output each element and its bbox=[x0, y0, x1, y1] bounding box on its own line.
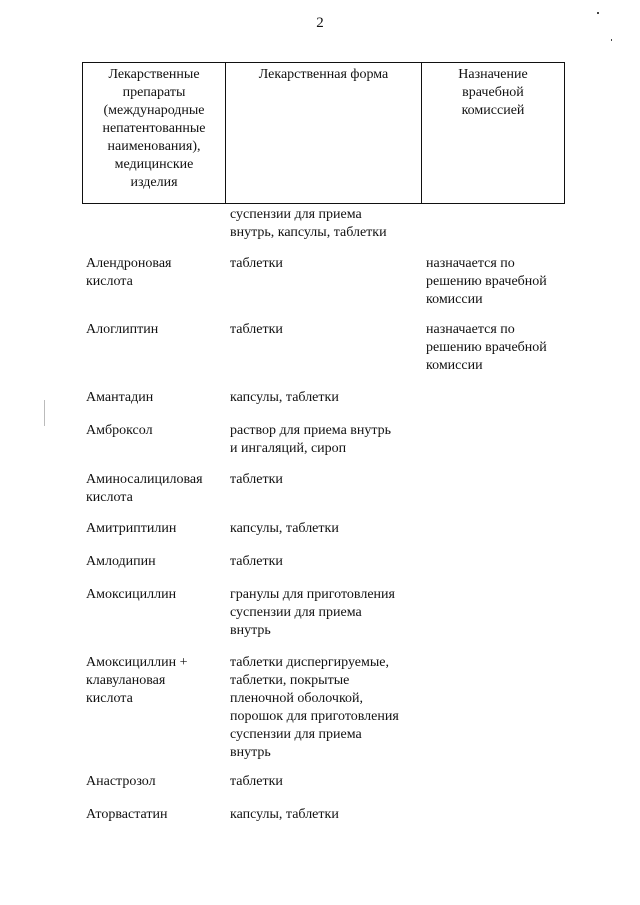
scan-speck bbox=[597, 12, 599, 14]
scan-speck bbox=[44, 400, 45, 426]
drug-name: Амантадин bbox=[86, 390, 154, 405]
drug-name: Амоксициллин + клавулановая кислота bbox=[86, 655, 188, 706]
drug-name: Анастрозол bbox=[86, 774, 156, 789]
drug-form: раствор для приема внутрь и ингаляций, сироп bbox=[230, 423, 392, 456]
drug-name: Аминосалициловая кислота bbox=[86, 472, 203, 505]
commission-note: назначается по решению врачебной комиссии bbox=[426, 256, 547, 307]
drug-form: капсулы, таблетки bbox=[230, 807, 339, 822]
table-header bbox=[82, 62, 565, 204]
drug-name: Амлодипин bbox=[86, 554, 156, 569]
header-form-column: Лекарственная форма bbox=[226, 63, 422, 203]
commission-note: назначается по решению врачебной комиссии bbox=[426, 322, 547, 373]
drug-name: Амитриптилин bbox=[86, 521, 177, 536]
drug-form: таблетки bbox=[230, 256, 283, 271]
drug-name: Алоглиптин bbox=[86, 322, 159, 337]
page-number: 2 bbox=[316, 15, 324, 31]
drug-name: Алендроновая кислота bbox=[86, 256, 172, 289]
drug-form: капсулы, таблетки bbox=[230, 390, 339, 405]
drug-form: таблетки bbox=[230, 322, 283, 337]
drug-form: таблетки bbox=[230, 472, 283, 487]
drug-form: таблетки bbox=[230, 774, 283, 789]
scan-speck bbox=[611, 39, 612, 41]
header-drug-column: Лекарственные препараты (международные непатентованные наименования), медицинские изделия bbox=[83, 63, 226, 203]
drug-name: Амоксициллин bbox=[86, 587, 177, 602]
drug-name: Амброксол bbox=[86, 423, 153, 438]
drug-form: таблетки диспергируемые, таблетки, покрытые пленочной оболочкой, порошок для приготовления суспензии для приема внутрь bbox=[230, 655, 399, 760]
header-commission-column: Назначение врачебной комиссией bbox=[458, 67, 528, 118]
drug-form: таблетки bbox=[230, 554, 283, 569]
drug-form: суспензии для приема внутрь, капсулы, таблетки bbox=[230, 207, 387, 240]
drug-form: гранулы для приготовления суспензии для приема внутрь bbox=[230, 587, 395, 638]
drug-name: Аторвастатин bbox=[86, 807, 168, 822]
drug-form: капсулы, таблетки bbox=[230, 521, 339, 536]
